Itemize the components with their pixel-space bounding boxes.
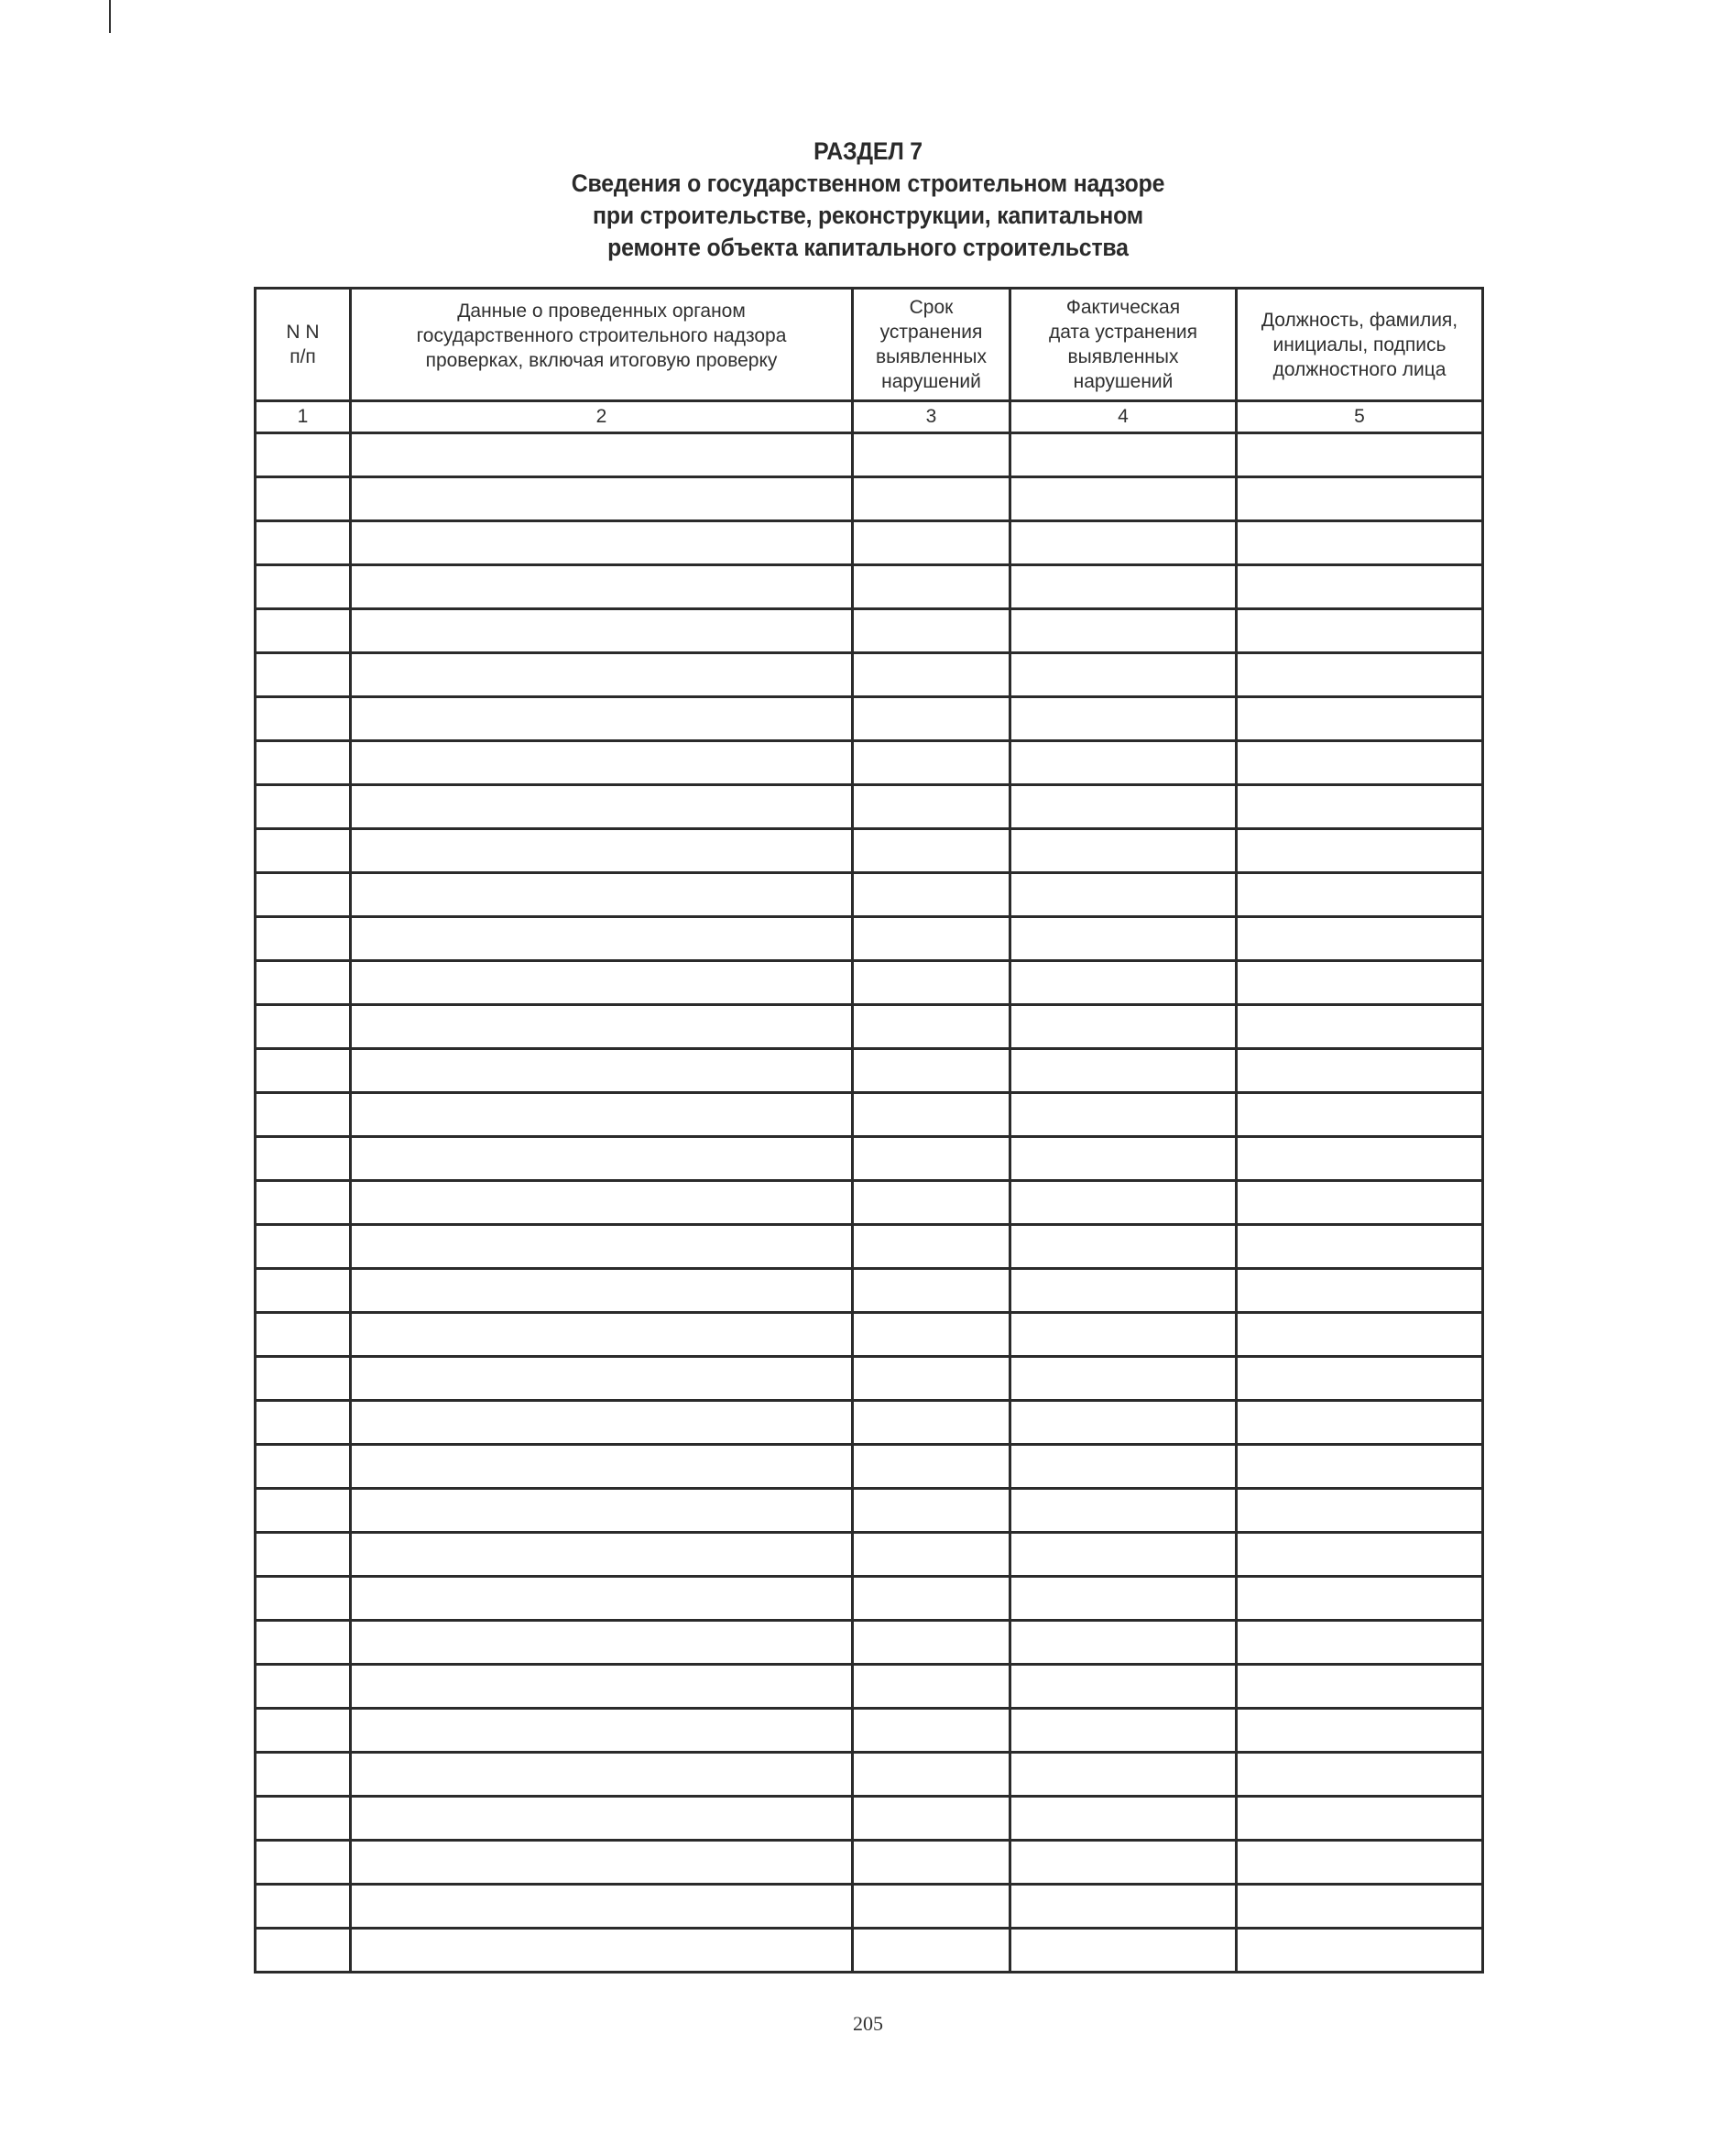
table-cell[interactable]: [351, 1533, 853, 1577]
table-cell[interactable]: [256, 1005, 351, 1049]
table-cell[interactable]: [1010, 1313, 1237, 1357]
table-cell[interactable]: [853, 1401, 1010, 1445]
table-cell[interactable]: [351, 1753, 853, 1797]
table-cell[interactable]: [1010, 1797, 1237, 1841]
table-cell[interactable]: [1237, 521, 1483, 565]
table-cell[interactable]: [853, 1357, 1010, 1401]
table-cell[interactable]: [853, 1577, 1010, 1621]
table-cell[interactable]: [853, 433, 1010, 477]
table-cell[interactable]: [853, 1093, 1010, 1137]
table-cell[interactable]: [1010, 1225, 1237, 1269]
table-cell[interactable]: [351, 1269, 853, 1313]
table-cell[interactable]: [256, 565, 351, 609]
table-cell[interactable]: [853, 697, 1010, 741]
table-row: [256, 1885, 1483, 1929]
table-cell[interactable]: [1010, 1093, 1237, 1137]
page-number: 205: [853, 2012, 883, 2035]
table-cell[interactable]: [1010, 1005, 1237, 1049]
table-row: [256, 1049, 1483, 1093]
table-cell[interactable]: [256, 1797, 351, 1841]
header-text: Фактическая: [1065, 297, 1181, 318]
header-col-official: [1237, 289, 1483, 401]
header-text: дата устранения: [1048, 322, 1198, 343]
table-cell[interactable]: [853, 1181, 1010, 1225]
table-row: [256, 1445, 1483, 1489]
table-cell[interactable]: [351, 873, 853, 917]
table-cell[interactable]: [256, 1445, 351, 1489]
table-row: [256, 1841, 1483, 1885]
section-subtitle-line-3: ремонте объекта капитального строительства: [607, 234, 1129, 261]
table-body: [256, 433, 1483, 1973]
table-cell[interactable]: [351, 1621, 853, 1665]
table-row: [256, 1797, 1483, 1841]
table-cell[interactable]: [1237, 1225, 1483, 1269]
header-text: Срок: [909, 297, 954, 318]
table-cell[interactable]: [256, 829, 351, 873]
crop-mark: [109, 0, 111, 33]
table-cell[interactable]: [1010, 1357, 1237, 1401]
table-cell[interactable]: [1237, 1709, 1483, 1753]
table-cell[interactable]: [1010, 1621, 1237, 1665]
table-row: [256, 1665, 1483, 1709]
table-cell[interactable]: [256, 1841, 351, 1885]
table-cell[interactable]: [256, 1049, 351, 1093]
table-cell[interactable]: [1010, 1269, 1237, 1313]
table-cell[interactable]: [256, 1929, 351, 1973]
table-cell[interactable]: [1237, 917, 1483, 961]
table-cell[interactable]: [1237, 961, 1483, 1005]
table-cell[interactable]: [256, 1137, 351, 1181]
table-cell[interactable]: [853, 477, 1010, 521]
table-cell[interactable]: [256, 1401, 351, 1445]
table-cell[interactable]: [256, 741, 351, 785]
table-cell[interactable]: [1237, 1665, 1483, 1709]
table-row: [256, 433, 1483, 477]
table-cell[interactable]: [853, 741, 1010, 785]
table-row: [256, 1005, 1483, 1049]
table-cell[interactable]: [351, 477, 853, 521]
table-cell[interactable]: [1010, 741, 1237, 785]
table-cell[interactable]: [853, 1489, 1010, 1533]
table-cell[interactable]: [1010, 961, 1237, 1005]
table-cell[interactable]: [256, 697, 351, 741]
table-cell[interactable]: [1237, 1797, 1483, 1841]
table-cell[interactable]: [853, 1533, 1010, 1577]
table-cell[interactable]: [351, 1137, 853, 1181]
table-cell[interactable]: [256, 1181, 351, 1225]
table-cell[interactable]: [256, 1885, 351, 1929]
table-cell[interactable]: [1010, 829, 1237, 873]
table-row: [256, 1313, 1483, 1357]
section-subtitle-line-1: Сведения о государственном строительном надзоре: [571, 169, 1165, 197]
table-cell[interactable]: [1010, 1533, 1237, 1577]
table-cell[interactable]: [1237, 829, 1483, 873]
column-number: 1: [256, 401, 351, 433]
table-cell[interactable]: [1237, 1445, 1483, 1489]
table-cell[interactable]: [256, 1225, 351, 1269]
header-text: государственного строительного надзора: [416, 325, 787, 346]
header-text: N N: [286, 322, 320, 343]
table-cell[interactable]: [351, 1445, 853, 1489]
header-text: устранения: [879, 322, 983, 343]
table-cell[interactable]: [256, 873, 351, 917]
table-cell[interactable]: [1237, 1577, 1483, 1621]
table-cell[interactable]: [351, 1357, 853, 1401]
table-cell[interactable]: [1010, 1753, 1237, 1797]
table-cell[interactable]: [1010, 521, 1237, 565]
table-cell[interactable]: [853, 521, 1010, 565]
table-cell[interactable]: [1237, 1269, 1483, 1313]
table-cell[interactable]: [351, 1093, 853, 1137]
table-row: [256, 477, 1483, 521]
table-row: [256, 653, 1483, 697]
table-cell[interactable]: [256, 477, 351, 521]
table-row: [256, 1929, 1483, 1973]
table-row: [256, 1093, 1483, 1137]
table-cell[interactable]: [1237, 433, 1483, 477]
column-number: 3: [853, 401, 1010, 433]
table-cell[interactable]: [1010, 1137, 1237, 1181]
table-cell[interactable]: [1010, 785, 1237, 829]
table-cell[interactable]: [1237, 1929, 1483, 1973]
section-title: РАЗДЕЛ 7: [813, 137, 923, 165]
table-cell[interactable]: [1010, 565, 1237, 609]
header-text: проверках, включая итоговую проверку: [425, 350, 778, 371]
header-col-deadline: [853, 289, 1010, 401]
table-row: [256, 873, 1483, 917]
table-cell[interactable]: [853, 1621, 1010, 1665]
header-text: выявленных: [1067, 346, 1179, 367]
table-cell[interactable]: [1237, 1841, 1483, 1885]
table-cell[interactable]: [1237, 1489, 1483, 1533]
table-cell[interactable]: [1237, 697, 1483, 741]
table-cell[interactable]: [853, 1929, 1010, 1973]
table-cell[interactable]: [1237, 653, 1483, 697]
table-row: [256, 697, 1483, 741]
table-cell[interactable]: [853, 1665, 1010, 1709]
header-text: Должность, фамилия,: [1261, 309, 1458, 331]
table-cell[interactable]: [351, 1401, 853, 1445]
header-text: должностного лица: [1272, 358, 1447, 380]
table-cell[interactable]: [1010, 1665, 1237, 1709]
table-cell[interactable]: [351, 1005, 853, 1049]
header-text: п/п: [289, 346, 316, 367]
table-cell[interactable]: [351, 785, 853, 829]
table-cell[interactable]: [853, 1005, 1010, 1049]
table-cell[interactable]: [256, 1577, 351, 1621]
table-cell[interactable]: [1237, 1753, 1483, 1797]
table-row: [256, 1577, 1483, 1621]
table-cell[interactable]: [1237, 1357, 1483, 1401]
table-cell[interactable]: [1010, 1577, 1237, 1621]
table-cell[interactable]: [853, 1225, 1010, 1269]
table-cell[interactable]: [351, 1709, 853, 1753]
table-cell[interactable]: [1010, 1181, 1237, 1225]
table-cell[interactable]: [256, 433, 351, 477]
table-cell[interactable]: [256, 1709, 351, 1753]
table-row: [256, 1489, 1483, 1533]
table-cell[interactable]: [351, 1841, 853, 1885]
table-cell[interactable]: [256, 1093, 351, 1137]
table-cell[interactable]: [256, 1533, 351, 1577]
header-text: нарушений: [881, 371, 981, 392]
column-number-row: [256, 401, 1483, 433]
table-cell[interactable]: [1010, 1445, 1237, 1489]
supervision-table: [254, 287, 1484, 1974]
table-cell[interactable]: [351, 433, 853, 477]
table-cell[interactable]: [1237, 1533, 1483, 1577]
table-cell[interactable]: [1237, 741, 1483, 785]
table-row: [256, 1621, 1483, 1665]
table-row: [256, 1533, 1483, 1577]
table-cell[interactable]: [1010, 1489, 1237, 1533]
table-cell[interactable]: [351, 697, 853, 741]
table-cell[interactable]: [256, 521, 351, 565]
table-cell[interactable]: [351, 1929, 853, 1973]
table-cell[interactable]: [1237, 565, 1483, 609]
table-row: [256, 565, 1483, 609]
table-cell[interactable]: [853, 829, 1010, 873]
table-cell[interactable]: [853, 1049, 1010, 1093]
table-cell[interactable]: [256, 785, 351, 829]
table-cell[interactable]: [256, 1621, 351, 1665]
table-cell[interactable]: [1010, 433, 1237, 477]
table-row: [256, 1357, 1483, 1401]
table-cell[interactable]: [256, 609, 351, 653]
table-cell[interactable]: [1237, 1885, 1483, 1929]
table-cell[interactable]: [351, 653, 853, 697]
table-cell[interactable]: [1010, 1841, 1237, 1885]
table-cell[interactable]: [1237, 609, 1483, 653]
header-text: выявленных: [875, 346, 988, 367]
table-cell[interactable]: [1237, 1313, 1483, 1357]
table-cell[interactable]: [351, 961, 853, 1005]
table-cell[interactable]: [256, 961, 351, 1005]
table-cell[interactable]: [351, 829, 853, 873]
table-cell[interactable]: [351, 609, 853, 653]
header-col-actual-date: [1010, 289, 1237, 401]
table-cell[interactable]: [351, 565, 853, 609]
table-cell[interactable]: [853, 961, 1010, 1005]
table-cell[interactable]: [1010, 477, 1237, 521]
table-cell[interactable]: [351, 1313, 853, 1357]
table-cell[interactable]: [256, 1357, 351, 1401]
header-text: нарушений: [1073, 371, 1174, 392]
table-cell[interactable]: [853, 1753, 1010, 1797]
table-cell[interactable]: [853, 609, 1010, 653]
table-cell[interactable]: [1237, 785, 1483, 829]
table-cell[interactable]: [1010, 1929, 1237, 1973]
table-cell[interactable]: [853, 1885, 1010, 1929]
table-cell[interactable]: [853, 1709, 1010, 1753]
table-cell[interactable]: [256, 1753, 351, 1797]
table-cell[interactable]: [853, 1137, 1010, 1181]
column-number: 5: [1237, 401, 1483, 433]
table-row: [256, 829, 1483, 873]
table-cell[interactable]: [1237, 1401, 1483, 1445]
table-row: [256, 609, 1483, 653]
table-cell[interactable]: [1237, 1137, 1483, 1181]
table-cell[interactable]: [1237, 873, 1483, 917]
table-row: [256, 1181, 1483, 1225]
table-cell[interactable]: [351, 1885, 853, 1929]
table-row: [256, 785, 1483, 829]
table-cell[interactable]: [351, 1049, 853, 1093]
table-cell[interactable]: [1010, 873, 1237, 917]
table-row: [256, 741, 1483, 785]
table-cell[interactable]: [1237, 1005, 1483, 1049]
table-cell[interactable]: [853, 565, 1010, 609]
table-cell[interactable]: [256, 917, 351, 961]
table-cell[interactable]: [1237, 477, 1483, 521]
table-row: [256, 1137, 1483, 1181]
table-cell[interactable]: [256, 1665, 351, 1709]
table-cell[interactable]: [351, 1225, 853, 1269]
table-cell[interactable]: [1010, 1049, 1237, 1093]
table-row: [256, 1269, 1483, 1313]
table-cell[interactable]: [853, 1313, 1010, 1357]
column-number: 4: [1010, 401, 1237, 433]
table-cell[interactable]: [853, 1797, 1010, 1841]
table-row: [256, 917, 1483, 961]
table-cell[interactable]: [351, 1577, 853, 1621]
header-text: Данные о проведенных органом: [457, 301, 746, 322]
header-row: [256, 289, 1483, 401]
column-number: 2: [351, 401, 853, 433]
table-row: [256, 1225, 1483, 1269]
table-cell[interactable]: [256, 1313, 351, 1357]
table-row: [256, 521, 1483, 565]
table-cell[interactable]: [351, 917, 853, 961]
table-cell[interactable]: [853, 1841, 1010, 1885]
table-cell[interactable]: [1010, 653, 1237, 697]
table-cell[interactable]: [1010, 917, 1237, 961]
table-cell[interactable]: [1237, 1181, 1483, 1225]
table-cell[interactable]: [1237, 1049, 1483, 1093]
table-cell[interactable]: [853, 1445, 1010, 1489]
table-cell[interactable]: [256, 653, 351, 697]
section-subtitle-line-2: при строительстве, реконструкции, капитальном: [593, 202, 1143, 229]
table-cell[interactable]: [351, 1489, 853, 1533]
table-cell[interactable]: [1010, 1709, 1237, 1753]
header-col-inspections: [351, 289, 853, 401]
header-col-number: [256, 289, 351, 401]
table-cell[interactable]: [853, 917, 1010, 961]
table-cell[interactable]: [351, 1181, 853, 1225]
table-cell[interactable]: [853, 785, 1010, 829]
table-cell[interactable]: [256, 1489, 351, 1533]
header-text: инициалы, подпись: [1272, 333, 1447, 355]
table-row: [256, 1753, 1483, 1797]
table-cell[interactable]: [1010, 1885, 1237, 1929]
table-cell[interactable]: [1010, 697, 1237, 741]
table-cell[interactable]: [853, 1269, 1010, 1313]
table-cell[interactable]: [256, 1269, 351, 1313]
table-cell[interactable]: [351, 1797, 853, 1841]
table-cell[interactable]: [853, 873, 1010, 917]
table-cell[interactable]: [1010, 1401, 1237, 1445]
table-cell[interactable]: [1237, 1621, 1483, 1665]
table-row: [256, 1401, 1483, 1445]
table-cell[interactable]: [1010, 609, 1237, 653]
table-cell[interactable]: [351, 741, 853, 785]
table-cell[interactable]: [853, 653, 1010, 697]
table-row: [256, 1709, 1483, 1753]
table-cell[interactable]: [1237, 1093, 1483, 1137]
table-cell[interactable]: [351, 1665, 853, 1709]
table-cell[interactable]: [351, 521, 853, 565]
section-heading: [0, 136, 1736, 264]
table-row: [256, 961, 1483, 1005]
